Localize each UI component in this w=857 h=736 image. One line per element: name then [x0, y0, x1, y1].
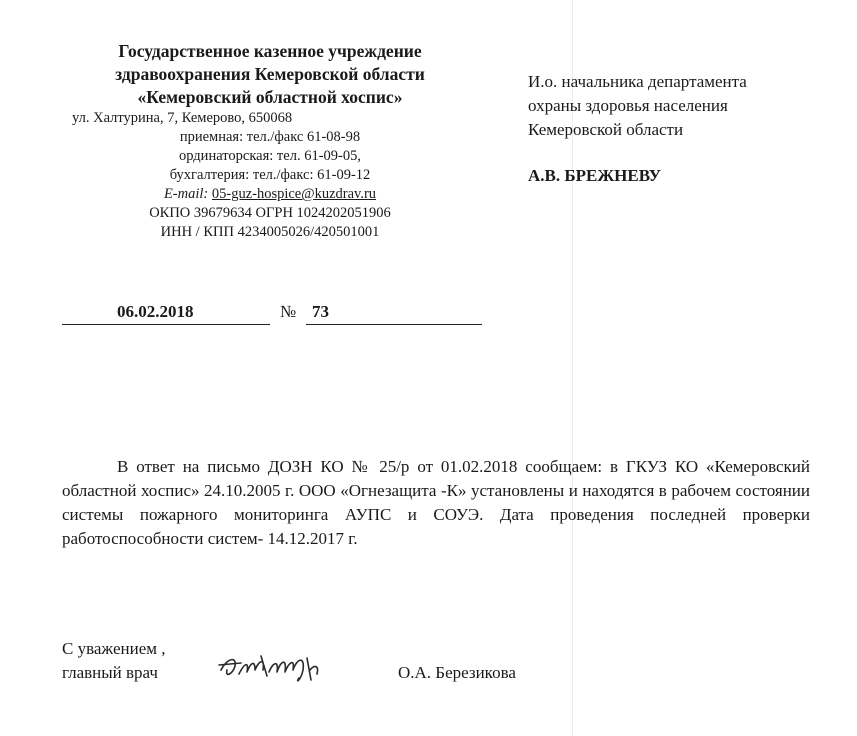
date-underline: [62, 324, 270, 325]
sender-inn-kpp: ИНН / КПП 4234005026/420501001: [160, 224, 380, 240]
closing-position: главный врач: [62, 663, 158, 682]
sender-accounting-phone: бухгалтерия: тел./факс: 61-09-12: [169, 167, 371, 183]
signer-name: О.А. Березикова: [398, 663, 516, 682]
outgoing-number-label: №: [280, 302, 297, 321]
sender-email-link[interactable]: 05-guz-hospice@kuzdrav.ru: [211, 186, 377, 202]
sender-email-row: [60, 185, 480, 204]
addressee-block: [528, 70, 828, 188]
closing-block: [62, 637, 166, 685]
closing-regards: С уважением ,: [62, 639, 166, 658]
addressee-line-3: Кемеровской области: [528, 120, 684, 139]
sender-block: [60, 40, 480, 242]
addressee-line-2: охраны здоровья населения: [528, 96, 728, 115]
number-underline: [306, 324, 482, 325]
outgoing-date-number: [62, 300, 482, 326]
sender-reception-phone: приемная: тел./факс 61-08-98: [179, 129, 361, 145]
addressee-line-1: И.о. начальника департамента: [528, 72, 747, 91]
email-label: E-mail:: [163, 186, 209, 202]
sender-org-line-1: Государственное казенное учреждение: [118, 41, 422, 61]
sender-org-line-2: здравоохранения Кемеровской области: [115, 64, 425, 84]
outgoing-date: 06.02.2018: [117, 302, 194, 321]
sender-address: ул. Халтурина, 7, Кемерово, 650068: [72, 110, 293, 126]
addressee-name: А.В. БРЕЖНЕВУ: [528, 166, 662, 185]
sender-ordinator-phone: ординаторская: тел. 61-09-05,: [179, 148, 361, 164]
handwritten-signature: [215, 648, 335, 688]
letter-body: В ответ на письмо ДОЗН КО № 25/р от 01.02.2018 сообщаем: в ГКУЗ КО «Кемеровский областной хоспис» 24.10.2005 г. ООО «Огнезащита -К» установлены и находятся в рабочем состоянии системы пожарного мониторинга АУПС и СОУЭ. Дата проведения последней проверки работоспособности систем- 14.12.2017 г.: [62, 457, 810, 548]
outgoing-number: 73: [312, 302, 329, 321]
sender-okpo-ogrn: ОКПО 39679634 ОГРН 1024202051906: [149, 205, 391, 221]
sender-org-line-3: «Кемеровский областной хоспис»: [137, 87, 403, 107]
